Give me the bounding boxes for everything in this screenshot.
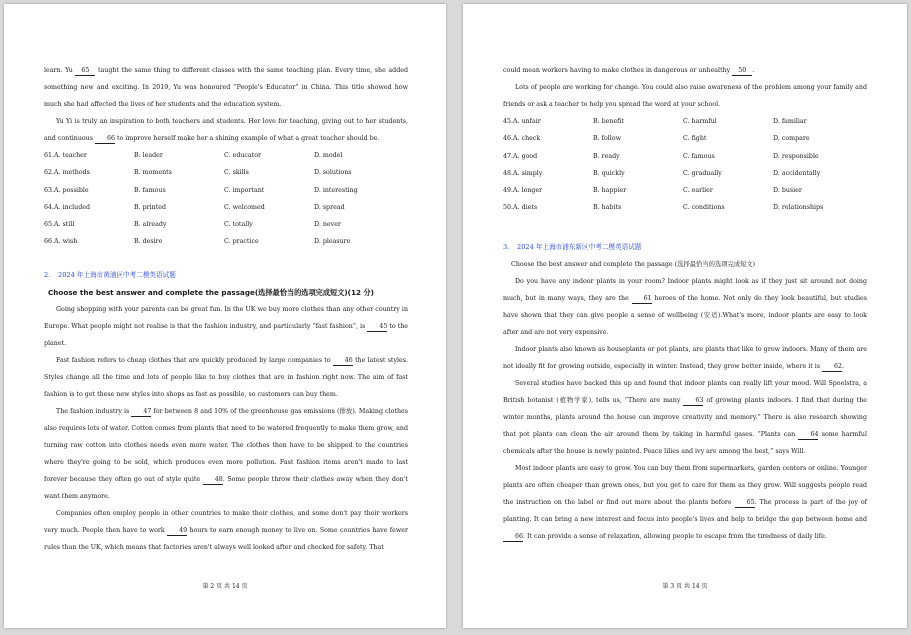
option: C. gradually (683, 169, 722, 177)
option: B. quickly (593, 169, 625, 177)
answer-blank: 49 (167, 526, 187, 536)
option: B. printed (134, 203, 167, 211)
option: D. responsible (773, 152, 819, 160)
option: D. pleasure (314, 238, 351, 246)
option: C. famous (683, 152, 715, 160)
option: B. habits (593, 204, 622, 212)
option: B. moments (134, 169, 172, 177)
options-grid (44, 147, 408, 251)
paragraph: learn. Yu 65 taught the same thing to different classes with the same teaching plan. Every time, she added something new and exciting. In 2019, Yu was honoured “People's Educator” in China. This title showed how much she had affected the lives of her students and the education system. (44, 67, 408, 108)
page-content (44, 62, 408, 556)
section-title[interactable]: 2. 2024 年上海市黄浦区中考二模英语试题 (44, 270, 176, 279)
option: B. follow (593, 135, 621, 143)
paragraph: Do you have any indoor plants in your room? Indoor plants might look as if they just sit around not doing much, but in many ways, they are the 61 heroes of the home. Not only do they look beautiful, but studies have shown that they can give people a sense of wellbeing (安适).What's more, indoor plants are easy to look after and are not very expensive. (503, 277, 867, 336)
answer-blank: 62 (822, 362, 842, 372)
document-page-2 (4, 4, 446, 628)
section-instruction: Choose the best answer and complete the passage(选择最恰当的选项完成短文)(12 分) (48, 287, 374, 297)
option: 61.A. teacher (44, 152, 87, 159)
option: C. conditions (683, 204, 725, 212)
option: 45.A. unfair (503, 118, 541, 125)
option: D. busier (773, 187, 802, 195)
option: C. earlier (683, 187, 713, 195)
option: B. already (134, 221, 167, 229)
section-title[interactable]: 3. 2024 年上海市浦东新区中考二模英语试题 (503, 242, 642, 251)
paragraph: Lots of people are working for change. You could also raise awareness of the problem among your family and friends or ask a teacher to help you spread the word at your school. (503, 84, 867, 108)
answer-blank: 64 (798, 430, 818, 440)
option: B. famous (134, 186, 166, 194)
paragraph: Companies often employ people in other countries to make their clothes, and some don't pay their workers very much. People then have to work 49 hours to earn enough money to live on. Some countries have fewer rules than the UK, which means that factories aren't always well looked after and checked for safety. That (44, 509, 408, 551)
paragraph: Yu Yi is truly an inspiration to both teachers and students. Her love for teaching, giving out to her students, and continuous 66 to improve herself make her a shining example of what a great teacher should be. (44, 118, 408, 142)
option: D. model (314, 152, 343, 159)
paragraph: The fashion industry is 47 for between 8 and 10% of the greenhouse gas emissions (排放). Making clothes also requires lots of water. Cotton comes from plants that need to be watered frequently to make them grow, and turning raw cotton into clothes needs even more water. The clothes then have to be shipped to the countries where they're going to be sold, which produces even more pollution. Fast fashion items aren't made to last forever because they often go out of style quite 48. Some people throw their clothes away when they don't want them anymore. (44, 407, 409, 500)
option: C. practice (224, 238, 259, 246)
options-grid (503, 113, 867, 217)
option: B. leader (134, 152, 163, 159)
option: C. fight (683, 135, 707, 143)
answer-blank: 65 (735, 498, 755, 508)
answer-blank: 63 (683, 396, 703, 406)
option: 63.A. possible (44, 186, 89, 194)
document-page-3 (463, 4, 907, 628)
option: B. happier (593, 187, 627, 195)
option: C. skills (224, 169, 249, 177)
answer-blank: 61 (632, 294, 652, 304)
page-footer: 第 3 页 共 14 页 (662, 583, 708, 590)
option: 66.A. wish (44, 238, 78, 246)
option: C. educator (224, 152, 262, 159)
option: B. benefit (593, 118, 624, 125)
option: D. interesting (314, 186, 358, 194)
answer-blank: 66 (95, 134, 115, 144)
option: C. important (224, 186, 265, 194)
option: C. welcomed (224, 203, 265, 211)
answer-blank: 50 (732, 66, 752, 76)
page-content (503, 62, 867, 545)
option: B. desire (134, 238, 163, 246)
paragraph: Most indoor plants are easy to grow. You can buy them from supermarkets, garden centers or online. Younger plants are often cheaper than grown ones, but you get to care for them as they grow. Will suggests people read the instruction on the label or find out more about the plants before 65. The process is part of the joy of planting. It can bring a new interest and focus into people's lives and help to bridge the gap between home and 66. It can provide a sense of relaxation, allowing people to escape from the tiredness of daily life. (503, 464, 867, 540)
option: D. relationships (773, 204, 824, 212)
option: 64.A. included (44, 203, 91, 211)
option: D. accidentally (773, 169, 821, 177)
option: D. compare (773, 135, 810, 143)
section-instruction: Choose the best answer and complete the passage (选择最恰当的选项完成短文) (511, 260, 756, 268)
option: 62.A. methods (44, 169, 90, 177)
option: 48.A. simply (503, 169, 543, 177)
option: 46.A. check (503, 135, 541, 143)
option: D. spread (314, 203, 345, 211)
option: 49.A. longer (503, 187, 543, 195)
paragraph: Fast fashion refers to cheap clothes that are quickly produced by large companies to 46 the latest styles. Styles change all the time and lots of people like to buy clothes that are in fashion right now. The aim of fast fashion is to get these new styles into shops as fast as possible, so customers can buy them. (44, 356, 408, 398)
option: C. totally (224, 221, 253, 229)
answer-blank: 65 (75, 66, 95, 76)
option: B. ready (593, 152, 620, 160)
answer-blank: 48 (203, 475, 223, 485)
option: 47.A. good (503, 152, 538, 160)
option: C. harmful (683, 118, 717, 125)
paragraph: Indoor plants also known as houseplants or pot plants, are plants that like to grow indoors. Many of them are not ideally fit for growing outside, especially in winter. Instead, they grow better inside, where it is 62. (503, 345, 867, 370)
option: D. familiar (773, 118, 807, 125)
answer-blank: 46 (333, 356, 353, 366)
answer-blank: 47 (131, 407, 151, 417)
option: D. solutions (314, 169, 352, 177)
answer-blank: 45 (367, 322, 387, 332)
paragraph: Going shopping with your parents can be great fun. In the UK we buy more clothes than any other country in Europe. What people might not realise is that the fashion industry, and particularly “fast fashion”, is 45 to the planet. (44, 305, 409, 347)
option: D. never (314, 221, 341, 229)
option: 65.A. still (44, 221, 75, 229)
answer-blank: 66 (503, 532, 523, 542)
paragraph: could mean workers having to make clothes in dangerous or unhealthy 50 . (503, 67, 755, 74)
option: 50.A. diets (503, 204, 538, 212)
page-footer: 第 2 页 共 14 页 (202, 583, 248, 590)
paragraph: Several studies have backed this up and found that indoor plants can really lift your mood. Will Spoelstra, a British botanist (植物学家), tells us, “There are many 63 of growing plants indoors. I find that during the winter months, plants around the house can improve creativity and memory.” There is also research showing that pot plants can clean the air around them by taking in harmful gases. “Plants can 64 some harmful chemicals after the house is newly painted. Peace lilies and ivy are among the best,” says Will. (503, 379, 868, 455)
